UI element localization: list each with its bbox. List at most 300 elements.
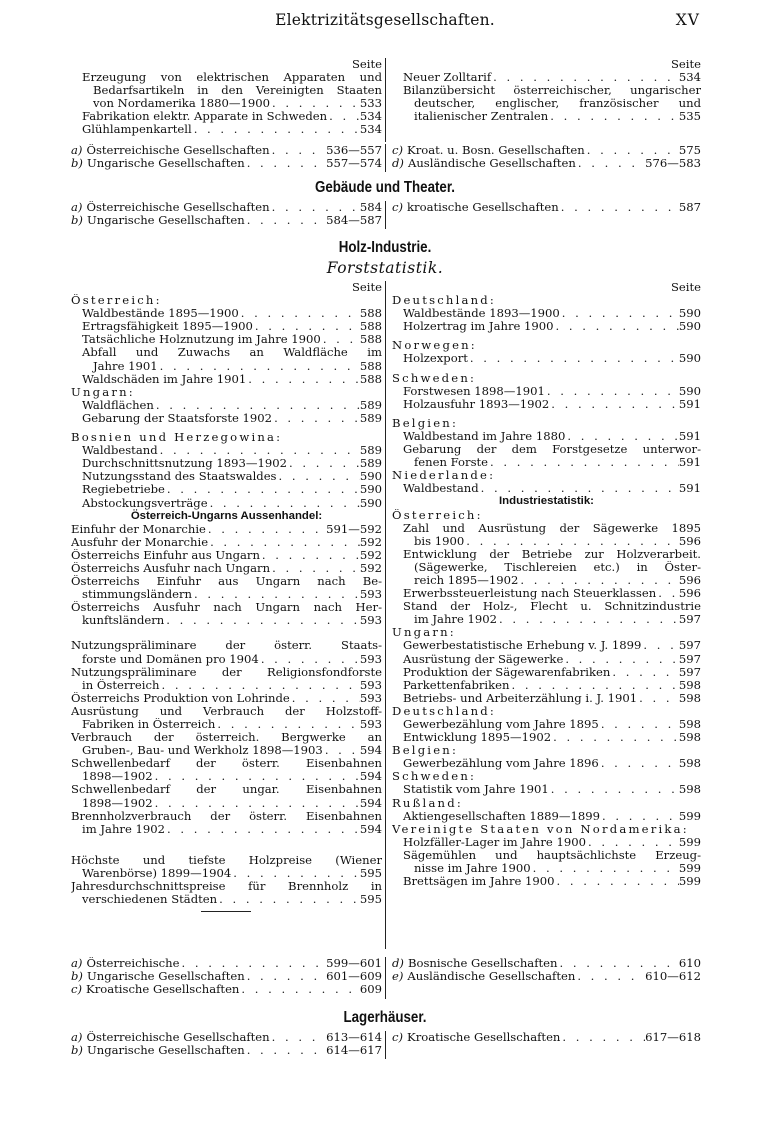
- page-ref: 599: [678, 809, 701, 823]
- leader-dots: [215, 718, 360, 731]
- leader-dots: [548, 110, 679, 123]
- entry-text: im Jahre 1902: [414, 613, 498, 627]
- page-ref: 593: [359, 588, 382, 602]
- page-ref: 591: [678, 429, 701, 443]
- spacer: [71, 836, 382, 854]
- entry-text-line: Stand der Holz-, Flecht u. Schnitzindustrie: [403, 600, 701, 614]
- page-ref: 594: [359, 796, 382, 810]
- entry-text: Ausrüstung der Sägewerke: [403, 652, 564, 666]
- page-ref: 594: [359, 822, 382, 836]
- index-entry: [71, 412, 382, 425]
- index-entry: [392, 862, 701, 875]
- entry-text: Gewerbezählung vom Jahre 1895: [403, 718, 599, 731]
- company-entry: [71, 970, 382, 983]
- page-ref: 590: [359, 483, 382, 497]
- leader-dots: [576, 157, 645, 170]
- page-ref: 592: [359, 535, 382, 549]
- page-ref: 597: [678, 613, 701, 627]
- entry-text: kunftsländern: [82, 614, 165, 628]
- leader-dots: [585, 144, 679, 157]
- page-ref: 614—617: [326, 1044, 382, 1058]
- entry-text-line: Jahresdurchschnittspreise für Brennholz in: [71, 880, 382, 894]
- column-divider: [385, 957, 386, 999]
- index-entry: [392, 535, 701, 548]
- entry-text-line: Österreichs Ausfuhr nach Ungarn nach Her-: [71, 601, 382, 615]
- index-entry: [71, 614, 382, 627]
- entry-text: Entwicklung 1895—1902: [403, 731, 552, 745]
- leader-dots: [610, 666, 679, 679]
- page-ref: 588: [359, 359, 382, 373]
- page-ref: 534: [359, 110, 382, 124]
- leader-dots: [165, 483, 360, 496]
- entry-text: Bosnische Gesellschaften: [407, 957, 558, 970]
- index-entry: [392, 456, 701, 469]
- entry-letter: b): [71, 970, 83, 984]
- column-divider: [385, 144, 386, 172]
- index-entry: [392, 398, 701, 411]
- index-entry: [71, 823, 382, 836]
- seite-label: Seite: [670, 58, 701, 71]
- entry-text: Waldschäden im Jahre 1901: [82, 372, 247, 386]
- leader-dots: [600, 810, 679, 823]
- company-entry: [392, 157, 701, 170]
- leader-dots: [270, 562, 360, 575]
- leader-dots: [270, 201, 360, 214]
- page-ref: 610—612: [645, 970, 701, 984]
- index-entry: [71, 562, 382, 575]
- leader-dots: [259, 653, 360, 666]
- index-entry: [71, 373, 382, 386]
- leader-dots: [290, 692, 360, 705]
- entry-text-line: Höchste und tiefste Holzpreise (Wiener: [71, 853, 382, 867]
- entry-text: forste und Domänen pro 1904: [82, 652, 259, 666]
- index-entry: [71, 536, 382, 549]
- leader-dots: [159, 679, 359, 692]
- entry-text: stimmungsländern: [82, 588, 192, 602]
- entry-letter: e): [392, 970, 404, 984]
- entry-text-line: Bilanzübersicht österreichischer, ungarischer: [403, 84, 701, 98]
- entry-text: Holzfäller-Lager im Jahre 1900: [403, 835, 586, 849]
- index-entry: [71, 307, 382, 320]
- seite-label: Seite: [351, 281, 382, 294]
- companies-left: [71, 1031, 382, 1057]
- column-divider: [385, 1031, 386, 1059]
- country-heading: Bosnien und Herzegowina:: [71, 431, 283, 445]
- spacer: [71, 627, 382, 639]
- entry-letter: d): [392, 957, 404, 970]
- index-entry: [71, 123, 382, 136]
- entry-text: Tatsächliche Holznutzung im Jahre 1900: [82, 333, 321, 347]
- page-ref: 593: [359, 652, 382, 666]
- index-entry: [392, 385, 701, 398]
- entry-text-line: Entwicklung der Betriebe zur Holzverarbeit.: [403, 547, 701, 561]
- leader-dots: [497, 613, 679, 626]
- entry-text-line: Brennholzverbrauch der österr. Eisenbahnen: [71, 809, 382, 823]
- page-ref: 534: [678, 71, 701, 85]
- company-entry: [392, 201, 701, 214]
- companies-right: [392, 1031, 701, 1044]
- entry-text: Betriebs- und Arbeiterzählung i. J. 1901: [403, 691, 638, 705]
- index-entry: [71, 588, 382, 601]
- entry-text: Kroatische Gesellschaften: [407, 1031, 561, 1044]
- leader-dots: [245, 214, 326, 227]
- entry-text: Parkettenfabriken: [403, 678, 510, 692]
- index-entry: [71, 399, 382, 412]
- leader-dots: [260, 549, 360, 562]
- entry-text: Österreichische: [86, 957, 180, 970]
- entry-text: Holzexport: [403, 352, 468, 366]
- entry-text: Österreichs Produktion von Lohrinde: [71, 691, 290, 705]
- index-entry: [392, 574, 701, 587]
- entry-text: Ungarische Gesellschaften: [86, 157, 245, 171]
- entry-text: Kroat. u. Bosn. Gesellschaften: [407, 144, 585, 157]
- page-ref: 590: [678, 307, 701, 321]
- entry-text: bis 1900: [414, 534, 465, 548]
- entry-text: Kroatische Gesellschaften: [86, 983, 240, 997]
- page-ref: 575: [678, 144, 701, 157]
- index-entry: [71, 718, 382, 731]
- seite-label: Seite: [351, 58, 382, 71]
- page-ref: 609: [359, 983, 382, 997]
- page-ref: 593: [359, 691, 382, 705]
- entry-text: Gewerbestatistische Erhebung v. J. 1899: [403, 639, 642, 653]
- index-entry: [71, 797, 382, 810]
- country-heading: Rußland:: [392, 796, 463, 810]
- section-title-holz: Holz-Industrie.: [338, 239, 432, 256]
- subsection-heading: Österreich-Ungarns Aussenhandel:: [130, 509, 323, 522]
- entry-text: reich 1895—1902: [414, 573, 519, 587]
- index-entry: [392, 320, 701, 333]
- page-ref: 589: [359, 398, 382, 412]
- index-entry: [71, 549, 382, 562]
- entry-text: Nutzungsstand des Staatswaldes: [82, 470, 277, 484]
- index-entry: [71, 470, 382, 483]
- leader-dots: [321, 333, 360, 346]
- page-ref: 596: [678, 573, 701, 587]
- leader-dots: [488, 456, 679, 469]
- entry-text: Regiebetriebe: [82, 483, 165, 497]
- index-entry: [71, 110, 382, 123]
- entry-text: Österreichische Gesellschaften: [86, 1031, 270, 1044]
- leader-dots: [563, 653, 679, 666]
- leader-dots: [551, 731, 679, 744]
- column-divider: [385, 201, 386, 229]
- company-entry: [392, 957, 701, 970]
- page-ref: 597: [678, 665, 701, 679]
- entry-text: Erwerbssteuerleistung nach Steuerklassen: [403, 587, 657, 601]
- leader-dots: [245, 1044, 326, 1057]
- index-entry: [392, 666, 701, 679]
- index-entry: [71, 770, 382, 783]
- page-ref: 598: [678, 757, 701, 771]
- leader-dots: [518, 574, 678, 587]
- page-ref: 598: [678, 718, 701, 731]
- entry-letter: b): [71, 1044, 83, 1058]
- entry-text: Abstockungsverträge: [82, 496, 208, 510]
- page-ref: 599: [678, 875, 701, 889]
- entry-text-line: Österreichs Einfuhr aus Ungarn nach Be-: [71, 575, 382, 589]
- header-title: Elektrizitätsgesellschaften.: [275, 11, 495, 29]
- page-ref: 589: [359, 444, 382, 458]
- page-ref: 598: [678, 691, 701, 705]
- country-heading: Österreich:: [392, 508, 483, 522]
- leader-dots: [479, 482, 679, 495]
- entry-text: Ausfuhr der Monarchie: [71, 535, 209, 549]
- entry-text: Brettsägen im Jahre 1900: [403, 875, 555, 889]
- companies-right: [392, 144, 701, 170]
- page-ref: 588: [359, 320, 382, 334]
- entry-text: Neuer Zolltarif: [403, 71, 492, 85]
- entry-text: im Jahre 1902: [82, 822, 166, 836]
- company-entry: [392, 970, 701, 983]
- seite-label: Seite: [670, 281, 701, 294]
- page-ref: 599: [678, 862, 701, 876]
- page-ref: 590: [359, 470, 382, 484]
- entry-letter: c): [392, 1031, 404, 1044]
- entry-text-line: Schwellenbedarf der österr. Eisenbahnen: [71, 757, 382, 771]
- country-heading: Ungarn:: [71, 385, 135, 399]
- index-entry: [392, 110, 701, 123]
- page-ref: 599: [678, 835, 701, 849]
- leader-dots: [217, 893, 360, 906]
- index-entry: [71, 333, 382, 346]
- leader-dots: [549, 783, 679, 796]
- country-heading: Deutschland:: [392, 294, 497, 308]
- running-header: [0, 10, 770, 32]
- entry-letter: a): [71, 144, 83, 157]
- entry-text: Statistik vom Jahre 1901: [403, 783, 549, 797]
- page-ref: 591: [678, 456, 701, 470]
- leader-dots: [153, 770, 360, 783]
- entry-text: Österreichische Gesellschaften: [86, 144, 270, 157]
- entry-text-line: Sägemühlen und hauptsächlichste Erzeug-: [403, 848, 701, 862]
- country-heading: Norwegen:: [392, 339, 477, 353]
- page-ref: 591: [678, 397, 701, 411]
- page-ref: 593: [359, 614, 382, 628]
- index-entry: [392, 587, 701, 600]
- page-ref: 587: [678, 201, 701, 214]
- entry-text: 1898—1902: [82, 796, 153, 810]
- entry-text: Ertragsfähigkeit 1895—1900: [82, 320, 253, 334]
- entry-text: in Österreich: [82, 678, 160, 692]
- leader-dots: [231, 867, 360, 880]
- leader-dots: [575, 970, 645, 983]
- page-ref: 595: [359, 866, 382, 880]
- index-entry: [392, 731, 701, 744]
- section-holz: [71, 281, 701, 999]
- entry-text: verschiedenen Städten: [82, 893, 218, 907]
- entry-text: Fabrikation elektr. Apparate in Schweden: [82, 110, 328, 124]
- companies-left: [71, 144, 382, 170]
- entry-text: Jahre 1901: [93, 359, 158, 373]
- entry-text: Österreichs Ausfuhr nach Ungarn: [71, 561, 271, 575]
- leader-dots: [270, 144, 327, 157]
- company-entry: [71, 957, 382, 970]
- company-entry: [392, 144, 701, 157]
- index-entry: [392, 307, 701, 320]
- company-entry: [71, 144, 382, 157]
- index-entry: [392, 430, 701, 443]
- company-entry: [71, 201, 382, 214]
- entry-text: Waldbestände 1893—1900: [403, 307, 560, 321]
- entry-text-line: Verbrauch der österreich. Bergwerke an: [71, 731, 382, 745]
- page-ref: 589: [359, 457, 382, 471]
- leader-dots: [491, 71, 679, 84]
- entry-text-line: Nutzungspräliminare der Religionsfondforste: [71, 665, 382, 679]
- page-ref: 594: [359, 744, 382, 758]
- entry-text: Warenbörse) 1899—1904: [82, 866, 232, 880]
- page-ref: 595: [359, 893, 382, 907]
- country-heading: Niederlande:: [392, 469, 496, 483]
- company-entry: [392, 1031, 701, 1044]
- index-entry: [392, 757, 701, 770]
- entry-text: Ungarische Gesellschaften: [86, 214, 245, 228]
- leader-dots: [239, 307, 360, 320]
- leader-dots: [641, 639, 679, 652]
- entry-letter: b): [71, 214, 83, 228]
- leader-dots: [531, 862, 679, 875]
- leader-dots: [555, 875, 679, 888]
- leader-dots: [153, 797, 360, 810]
- leader-dots: [192, 123, 360, 136]
- index-entry: [392, 482, 701, 495]
- index-entry: [392, 783, 701, 796]
- leader-dots: [656, 587, 679, 600]
- page-ref: 598: [678, 678, 701, 692]
- entry-text: italienischer Zentralen: [414, 110, 549, 124]
- entry-text: kroatische Gesellschaften: [407, 201, 559, 214]
- entry-text: Waldbestand: [82, 444, 158, 458]
- index-entry: [71, 867, 382, 880]
- page-ref: 596: [678, 534, 701, 548]
- company-entry: [71, 983, 382, 996]
- leader-dots: [270, 1031, 327, 1044]
- section-title-lager: Lagerhäuser.: [343, 1009, 427, 1026]
- page-ref: 534: [359, 123, 382, 137]
- index-entry: [392, 836, 701, 849]
- entry-text-line: Schwellenbedarf der ungar. Eisenbahnen: [71, 783, 382, 797]
- leader-dots: [468, 352, 679, 365]
- index-entry: [392, 718, 701, 731]
- page-ref: 597: [678, 639, 701, 653]
- companies-left: [71, 201, 382, 227]
- page-ref: 617—618: [645, 1031, 701, 1044]
- index-entry: [392, 639, 701, 652]
- country-heading: Österreich:: [71, 294, 162, 308]
- index-entry: [71, 497, 382, 510]
- leader-dots: [545, 385, 679, 398]
- section-gebaeude: [71, 201, 701, 229]
- entry-letter: b): [71, 157, 83, 171]
- leader-dots: [637, 692, 679, 705]
- entry-text: Waldbestand im Jahre 1880: [403, 429, 566, 443]
- entry-text: Österreichs Einfuhr aus Ungarn: [71, 548, 260, 562]
- page-ref: 610: [678, 957, 701, 970]
- index-entry: [71, 893, 382, 906]
- section-lager: [71, 1031, 701, 1059]
- entry-text-line: Nutzungspräliminare der österr. Staats-: [71, 639, 382, 653]
- entry-text: Durchschnittsnutzung 1893—1902: [82, 457, 287, 471]
- page-ref: 592: [359, 561, 382, 575]
- leader-dots: [165, 823, 360, 836]
- entry-text: Forstwesen 1898—1901: [403, 384, 545, 398]
- country-heading: Deutschland:: [392, 704, 497, 718]
- index-entry: [71, 444, 382, 457]
- leader-dots: [158, 444, 360, 457]
- page-ref: 584—587: [326, 214, 382, 228]
- entry-text: Waldflächen: [82, 398, 154, 412]
- entry-letter: c): [71, 983, 83, 997]
- index-entry: [392, 679, 701, 692]
- subtitle-forststatistik: Forststatistik.: [326, 259, 444, 277]
- entry-text: Holzausfuhr 1893—1902: [403, 397, 550, 411]
- page-ref: 557—574: [326, 157, 382, 171]
- short-rule: [71, 906, 382, 916]
- left-column: [71, 58, 382, 137]
- leader-dots: [277, 470, 360, 483]
- index-entry: [392, 653, 701, 666]
- entry-text: Gebarung der Staatsforste 1902: [82, 411, 273, 425]
- entry-text: von Nordamerika 1880—1900: [93, 97, 271, 111]
- leader-dots: [208, 536, 360, 549]
- page-ref: 590: [359, 496, 382, 510]
- index-entry: [71, 320, 382, 333]
- page-ref: 536—557: [326, 144, 382, 157]
- companies-right: [392, 201, 701, 214]
- entry-text: Produktion der Sägewarenfabriken: [403, 665, 611, 679]
- leader-dots: [253, 320, 360, 333]
- page-ref: 590: [678, 320, 701, 334]
- page-ref: 588: [359, 333, 382, 347]
- entry-text: Waldbestände 1895—1900: [82, 307, 239, 321]
- entry-text: Gewerbezählung vom Jahre 1896: [403, 757, 599, 771]
- entry-text-line: Bedarfsartikeln in den Vereinigten Staaten: [93, 84, 382, 98]
- leader-dots: [559, 201, 679, 214]
- index-entry: [71, 97, 382, 110]
- section-title-gebaeude: Gebäude und Theater.: [315, 179, 455, 196]
- page-ref: 588: [359, 307, 382, 321]
- country-heading: Schweden:: [392, 770, 477, 784]
- entry-text: Fabriken in Österreich: [82, 718, 216, 731]
- leader-dots: [208, 497, 360, 510]
- entry-text: Glühlampenkartell: [82, 123, 192, 137]
- company-entry: [71, 214, 382, 227]
- column-divider: [385, 58, 386, 142]
- leader-dots: [327, 110, 360, 123]
- index-entry: [392, 875, 701, 888]
- page-ref: 598: [678, 783, 701, 797]
- leader-dots: [270, 97, 360, 110]
- index-entry: [71, 679, 382, 692]
- page-ref: 593: [359, 678, 382, 692]
- companies-left: [71, 957, 382, 996]
- leader-dots: [549, 398, 679, 411]
- entry-text: Einfuhr der Monarchie: [71, 522, 206, 536]
- page-ref: 535: [678, 110, 701, 124]
- page-ref: 599—601: [326, 957, 382, 970]
- left-column: [71, 281, 382, 916]
- entry-letter: a): [71, 201, 83, 214]
- country-heading: Schweden:: [392, 371, 477, 385]
- section-elektrizitaet: [71, 58, 701, 172]
- leader-dots: [599, 757, 679, 770]
- leader-dots: [272, 412, 360, 425]
- page-ref: 591: [678, 482, 701, 496]
- leader-dots: [599, 718, 679, 731]
- company-entry: [71, 1044, 382, 1057]
- entry-text-line: deutscher, englischer, französischer und: [414, 97, 701, 111]
- page-ref: 584: [359, 201, 382, 214]
